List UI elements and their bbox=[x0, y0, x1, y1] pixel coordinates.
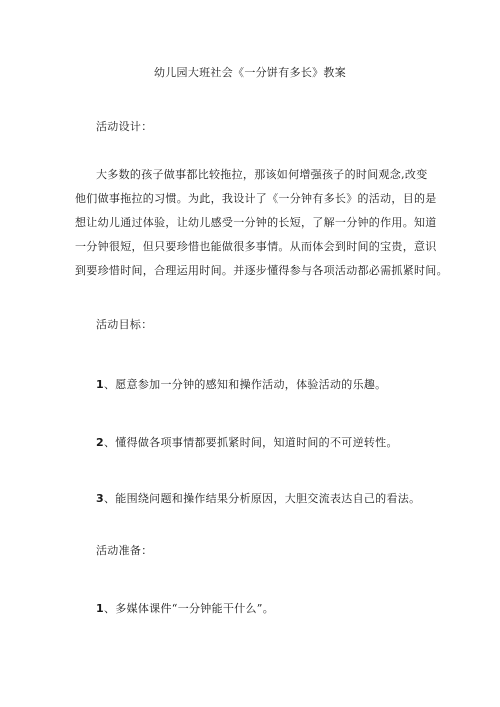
prep-heading: 活动准备： bbox=[96, 544, 153, 557]
goal-number: 1 bbox=[96, 378, 104, 391]
design-paragraph-line: 想让幼儿通过体验，让幼儿感受一分钟的长短，了解一分钟的作用。知道 bbox=[75, 216, 437, 229]
goals-heading: 活动目标： bbox=[96, 318, 153, 331]
design-paragraph-line: 到要珍惜时间，合理运用时间。并逐步懂得参与各项活动都必需抓紧时间。 bbox=[75, 264, 448, 277]
goal-text: 、懂得做各项事情都要抓紧时间，知道时间的不可逆转性。 bbox=[103, 436, 398, 449]
design-heading: 活动设计： bbox=[96, 120, 153, 133]
prep-item bbox=[96, 602, 274, 616]
design-paragraph-line: 一分钟很短，但只要珍惜也能做很多事情。从而体会到时间的宝贵，意识 bbox=[75, 240, 437, 253]
goal-number: 2 bbox=[96, 436, 104, 449]
goal-item bbox=[96, 436, 398, 450]
design-paragraph-line: 他们做事拖拉的习惯。为此，我设计了《一分钟有多长》的活动，目的是 bbox=[75, 192, 437, 205]
goal-text: 、愿意参加一分钟的感知和操作活动，体验活动的乐趣。 bbox=[103, 378, 387, 391]
prep-text: 、多媒体课件“一分钟能干什么”。 bbox=[103, 602, 275, 615]
goal-number: 3 bbox=[96, 492, 104, 505]
prep-number: 1 bbox=[96, 602, 104, 615]
goal-text: 、能围绕问题和操作结果分析原因，大胆交流表达自己的看法。 bbox=[103, 492, 421, 505]
document-title: 幼儿园大班社会《一分饼有多长》教案 bbox=[153, 66, 347, 79]
goal-item bbox=[96, 378, 386, 392]
goal-item bbox=[96, 492, 420, 506]
design-paragraph-line: 大多数的孩子做事都比较拖拉，那该如何增强孩子的时间观念,改变 bbox=[96, 168, 428, 181]
